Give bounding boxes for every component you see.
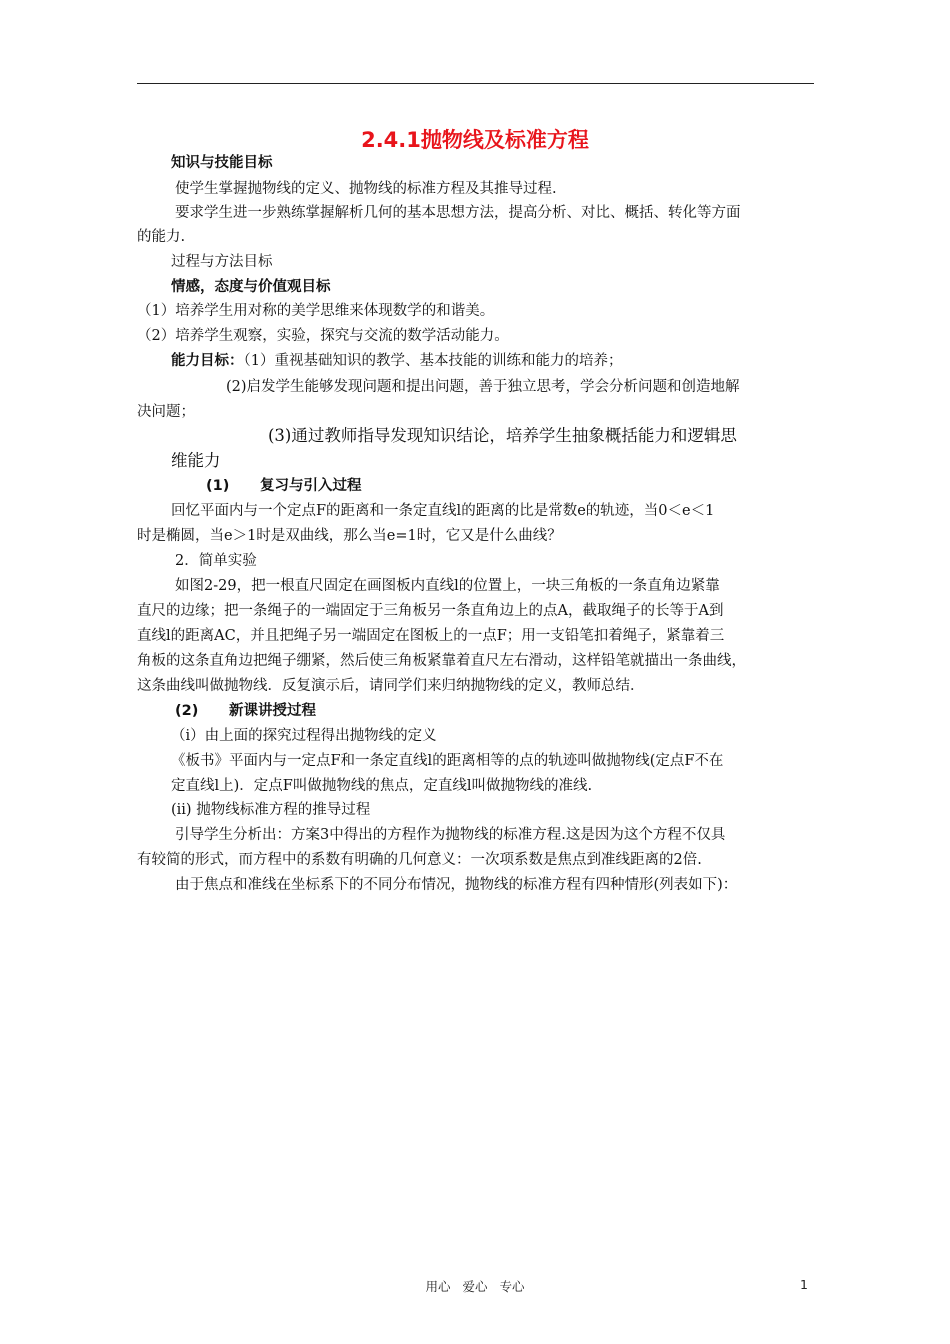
- ability-line-2a: (2)启发学生能够发现问题和提出问题，善于独立思考，学会分析问题和创造地解: [226, 379, 740, 395]
- knowledge-line-2b: 的能力.: [137, 229, 186, 245]
- ability-line-3a: (3)通过教师指导发现知识结论，培养学生抽象概括能力和逻辑思: [268, 426, 737, 445]
- knowledge-heading: 知识与技能目标: [171, 155, 273, 171]
- definition-heading: （i）由上面的探究过程得出抛物线的定义: [171, 728, 437, 744]
- knowledge-line-2a: 要求学生进一步熟练掌握解析几何的基本思想方法，提高分析、对比、概括、转化等方面: [175, 205, 741, 221]
- footer-word-2: 爱心: [462, 1279, 488, 1294]
- lecture-section-heading: [175, 702, 316, 720]
- review-para-1b: 时是椭圆，当e＞1时是双曲线，那么当e=1时，它又是什么曲线？: [137, 528, 562, 544]
- header-rule: [137, 83, 814, 84]
- definition-line-a: 《板书》平面内与一定点F和一条定直线l的距离相等的点的轨迹叫做抛物线(定点F不在: [171, 753, 724, 769]
- experiment-para-a: 如图2-29，把一根直尺固定在画图板内直线l的位置上，一块三角板的一条直角边紧靠: [175, 578, 720, 594]
- ability-line-3b: 维能力: [171, 451, 221, 470]
- lecture-section-title: 新课讲授过程: [229, 703, 316, 719]
- knowledge-line-1: 使学生掌握抛物线的定义、抛物线的标准方程及其推导过程.: [175, 181, 557, 197]
- review-section-number: (1): [206, 478, 230, 494]
- derivation-para-a: 引导学生分析出：方案3中得出的方程作为抛物线的标准方程.这是因为这个方程不仅具: [175, 827, 726, 843]
- ability-item-1: （1）重视基础知识的教学、基本技能的训练和能力的培养；: [243, 353, 623, 369]
- review-para-1a: 回忆平面内与一个定点F的距离和一条定直线l的距离的比是常数e的轨迹，当0＜e＜1: [171, 503, 715, 519]
- experiment-para-c: 直线l的距离AC，并且把绳子另一端固定在图板上的一点F；用一支铅笔扣着绳子，紧靠着三: [137, 628, 725, 644]
- ability-line-2b: 决问题；: [137, 404, 195, 420]
- experiment-para-d: 角板的这条直角边把绳子绷紧，然后使三角板紧靠着直尺左右滑动，这样铅笔就描出一条曲线，: [137, 653, 746, 669]
- derivation-heading: (ii) 抛物线标准方程的推导过程: [171, 802, 371, 818]
- review-section-heading: [206, 477, 362, 495]
- standard-forms-intro: 由于焦点和准线在坐标系下的不同分布情况，抛物线的标准方程有四种情形(列表如下)：: [175, 877, 738, 893]
- page-title: 2.4.1抛物线及标准方程: [361, 128, 589, 152]
- footer-word-3: 专心: [499, 1279, 525, 1294]
- experiment-para-e: 这条曲线叫做抛物线．反复演示后，请同学们来归纳抛物线的定义，教师总结．: [137, 678, 645, 694]
- emotion-line-2: （2）培养学生观察，实验，探究与交流的数学活动能力。: [137, 328, 509, 344]
- page-number: 1: [800, 1277, 808, 1292]
- ability-line-1: [171, 352, 622, 370]
- emotion-heading: 情感，态度与价值观目标: [171, 279, 331, 295]
- footer-word-1: 用心: [425, 1279, 451, 1294]
- ability-label: 能力目标：: [171, 353, 244, 369]
- experiment-heading: 2．简单实验: [175, 553, 257, 569]
- lecture-section-number: (2): [175, 703, 199, 719]
- emotion-line-1: （1）培养学生用对称的美学思维来体现数学的和谐美。: [137, 303, 495, 319]
- definition-line-b: 定直线l上)．定点F叫做抛物线的焦点，定直线l叫做抛物线的准线.: [171, 778, 593, 794]
- review-section-title: 复习与引入过程: [260, 478, 362, 494]
- derivation-para-b: 有较简的形式，而方程中的系数有明确的几何意义：一次项系数是焦点到准线距离的2倍.: [137, 852, 702, 868]
- process-heading: 过程与方法目标: [171, 254, 273, 270]
- experiment-para-b: 直尺的边缘；把一条绳子的一端固定于三角板另一条直角边上的点A，截取绳子的长等于A到: [137, 603, 724, 619]
